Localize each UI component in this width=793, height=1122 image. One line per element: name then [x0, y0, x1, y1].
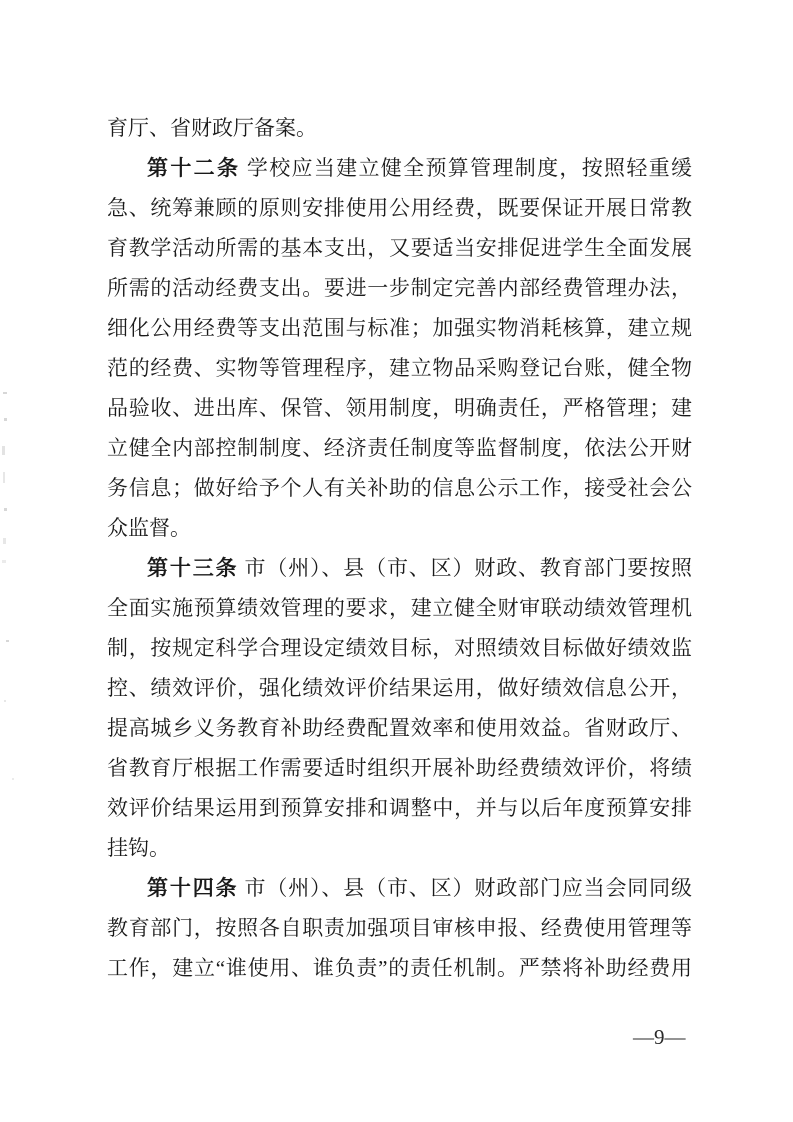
scan-artifact [12, 778, 14, 780]
text-line: 急、统筹兼顾的原则安排使用公用经费，既要保证开展日常教 [107, 196, 692, 220]
scan-artifact [6, 640, 9, 642]
text-line: 效评价结果运用到预算安排和调整中，并与以后年度预算安排 [107, 796, 692, 820]
scan-artifact [3, 472, 5, 483]
text-line: 务信息；做好给予个人有关补助的信息公示工作，接受社会公 [107, 476, 692, 500]
text-line: 挂钩。 [107, 836, 170, 860]
text-line: 制，按规定科学合理设定绩效目标，对照绩效目标做好绩效监 [107, 636, 692, 660]
text-line: 品验收、进出库、保管、领用制度，明确责任，严格管理；建 [107, 396, 692, 420]
text-line: 省教育厅根据工作需要适时组织开展补助经费绩效评价，将绩 [107, 756, 692, 780]
article-heading: 第十二条 [147, 156, 241, 180]
article-heading: 第十三条 [147, 556, 239, 580]
scan-artifact [3, 538, 6, 544]
text-line: 全面实施预算绩效管理的要求，建立健全财审联动绩效管理机 [107, 596, 692, 620]
document-body [107, 108, 692, 988]
text-line: 育厅、省财政厅备案。 [107, 116, 317, 140]
scan-artifact [4, 418, 7, 421]
text-line: 众监督。 [107, 516, 191, 540]
text-line: 细化公用经费等支出范围与标准；加强实物消耗核算，建立规 [107, 316, 692, 340]
scan-artifact [2, 560, 6, 563]
text-line: 所需的活动经费支出。要进一步制定完善内部经费管理办法， [107, 276, 692, 300]
text-line: 教育部门，按照各自职责加强项目审核申报、经费使用管理等 [107, 916, 692, 940]
text-line: 立健全内部控制制度、经济责任制度等监督制度，依法公开财 [107, 436, 692, 460]
text-line: 第十三条 市（州）、县（市、区）财政、教育部门要按照 [147, 556, 693, 580]
text-line: 第十四条 市（州）、县（市、区）财政部门应当会同同级 [147, 876, 693, 900]
text-line: 第十二条 学校应当建立健全预算管理制度，按照轻重缓 [147, 156, 693, 180]
scan-artifact [4, 700, 6, 702]
text-line: 范的经费、实物等管理程序，建立物品采购登记台账，健全物 [107, 356, 692, 380]
scan-artifact [4, 508, 7, 511]
text-line: 提高城乡义务教育补助经费配置效率和使用效益。省财政厅、 [107, 716, 692, 740]
article-heading: 第十四条 [147, 876, 239, 900]
scan-artifact [3, 392, 7, 394]
text-line: 控、绩效评价，强化绩效评价结果运用，做好绩效信息公开， [107, 676, 692, 700]
text-line: 工作，建立“谁使用、谁负责”的责任机制。严禁将补助经费用 [107, 956, 692, 980]
scan-artifact [2, 446, 5, 455]
page-number: —9— [633, 1025, 686, 1049]
text-line: 育教学活动所需的基本支出，又要适当安排促进学生全面发展 [107, 236, 692, 260]
